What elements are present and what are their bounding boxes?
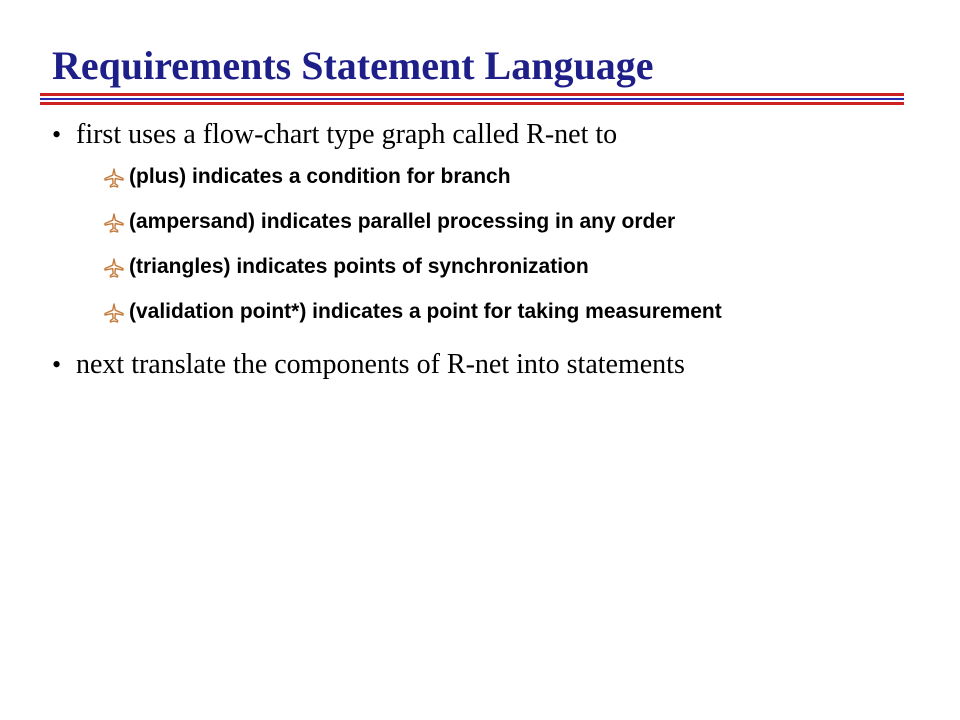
bullet-dot: • (52, 120, 62, 149)
bullet-item-2 (52, 342, 912, 388)
bullet-item-1 (52, 112, 912, 158)
sub-bullet-text: (ampersand) indicates parallel processing in any order (129, 210, 676, 233)
sub-bullet-list (52, 162, 912, 327)
sub-bullet-item (52, 162, 912, 192)
title-underline (40, 93, 904, 105)
underline-blue (40, 98, 904, 100)
sub-bullet-text: (plus) indicates a condition for branch (129, 165, 511, 188)
sub-bullet-item (52, 297, 912, 327)
airplane-icon (104, 297, 126, 327)
bullet-dot: • (52, 350, 62, 379)
bullet-list (52, 112, 912, 388)
bullet-text: next translate the components of R-net into statements (76, 349, 685, 380)
sub-bullet-item (52, 207, 912, 237)
airplane-icon (104, 207, 126, 237)
underline-red-top (40, 93, 904, 96)
underline-red-bottom (40, 102, 904, 105)
sub-bullet-text: (triangles) indicates points of synchronization (129, 255, 589, 278)
bullet-text: first uses a flow-chart type graph called R-net to (76, 119, 618, 150)
slide-title: Requirements Statement Language (52, 43, 654, 88)
airplane-icon (104, 252, 126, 282)
sub-bullet-item (52, 252, 912, 282)
airplane-icon (104, 162, 126, 192)
sub-bullet-text: (validation point*) indicates a point for taking measurement (129, 300, 722, 323)
